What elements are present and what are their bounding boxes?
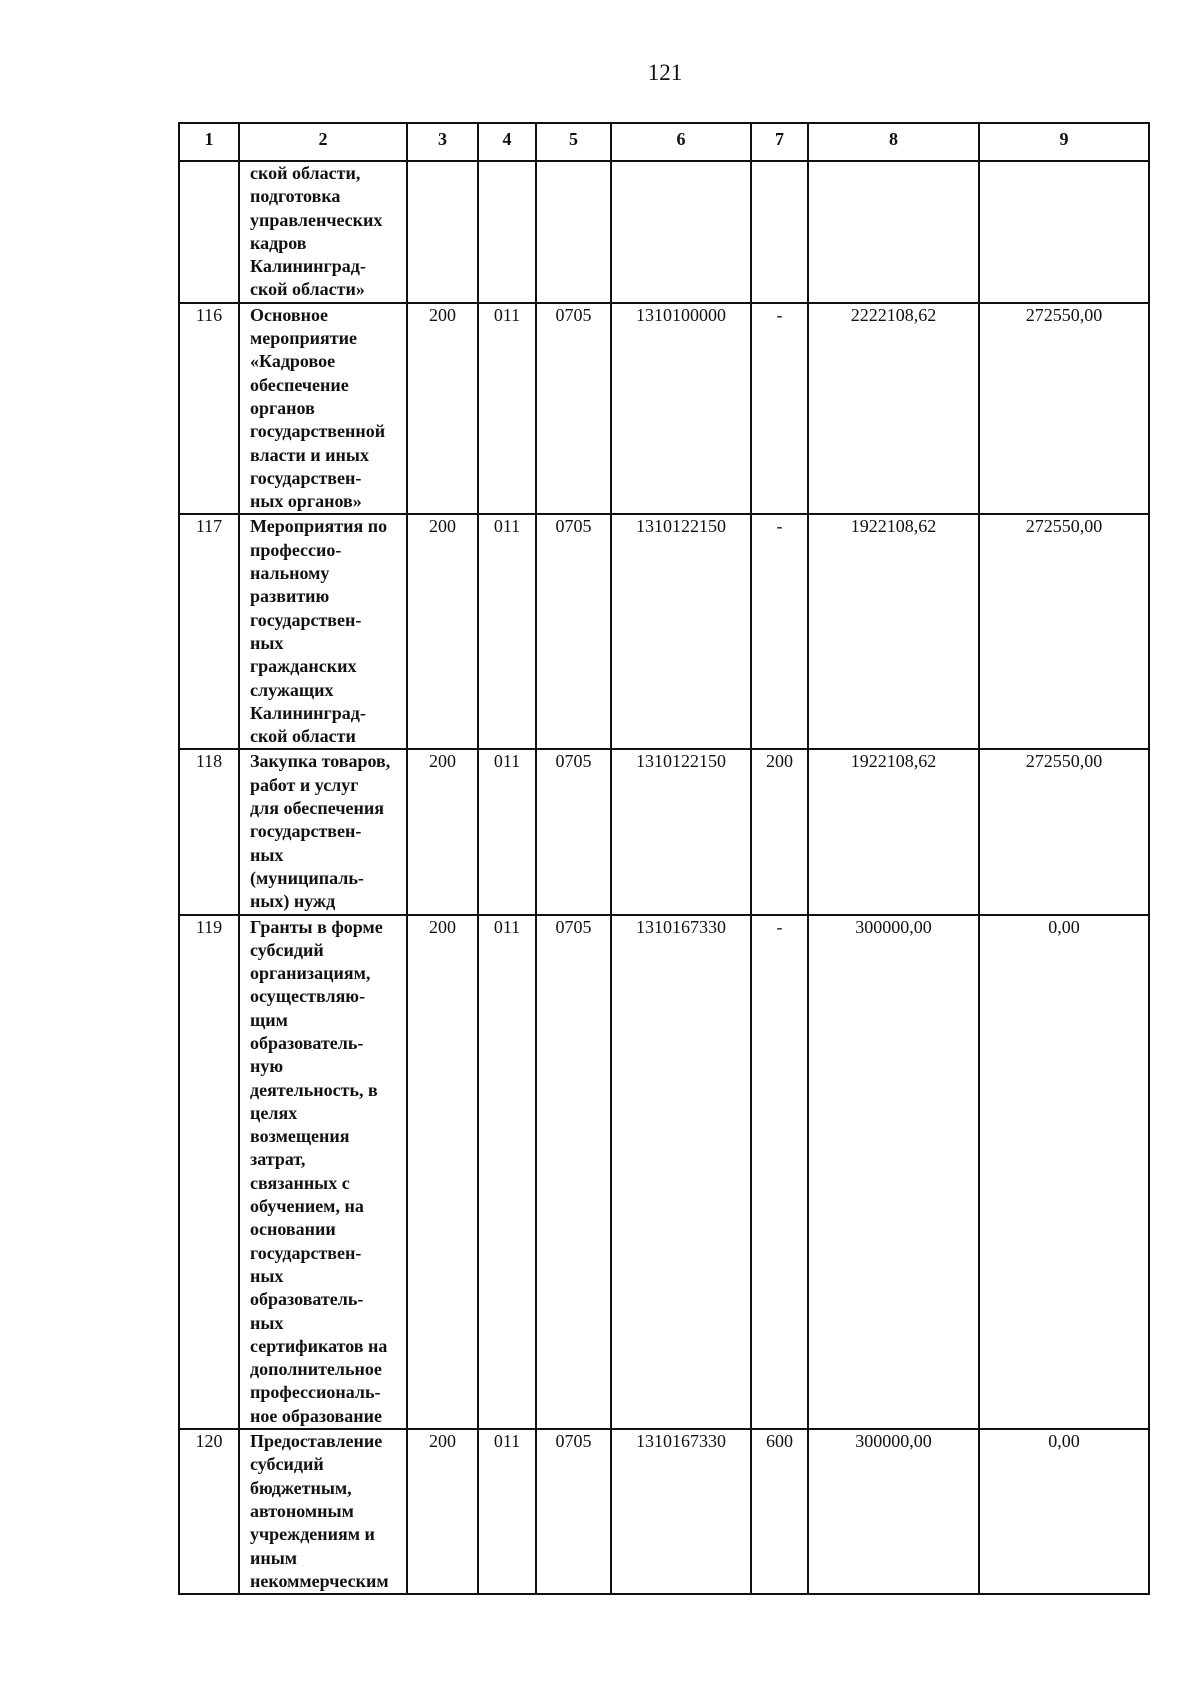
cell-c4: 011 xyxy=(478,1429,536,1594)
budget-table xyxy=(178,122,1150,1595)
cell-c8: 2222108,62 xyxy=(808,303,979,515)
cell-c3: 200 xyxy=(407,749,478,914)
cell-c4: 011 xyxy=(478,514,536,749)
row-name: ской области, подготовка управленческих кадров Калининград- ской области» xyxy=(239,161,407,303)
cell-c5: 0705 xyxy=(536,1429,611,1594)
cell-c8 xyxy=(808,161,979,303)
cell-c9: 0,00 xyxy=(979,915,1149,1430)
cell-c6: 1310167330 xyxy=(611,915,751,1430)
cell-c8: 1922108,62 xyxy=(808,749,979,914)
column-header: 6 xyxy=(611,123,751,161)
table-row xyxy=(179,915,1149,1430)
cell-c9: 272550,00 xyxy=(979,514,1149,749)
row-number: 120 xyxy=(179,1429,239,1594)
cell-c6: 1310100000 xyxy=(611,303,751,515)
column-header: 1 xyxy=(179,123,239,161)
cell-c7: - xyxy=(751,514,808,749)
column-header: 8 xyxy=(808,123,979,161)
cell-c8: 300000,00 xyxy=(808,915,979,1430)
cell-c3: 200 xyxy=(407,915,478,1430)
cell-c4: 011 xyxy=(478,303,536,515)
column-header: 5 xyxy=(536,123,611,161)
row-number: 118 xyxy=(179,749,239,914)
row-name: Основное мероприятие «Кадровое обеспечение органов государственной власти и иных государствен- ных органов» xyxy=(239,303,407,515)
cell-c5: 0705 xyxy=(536,514,611,749)
cell-c4: 011 xyxy=(478,749,536,914)
cell-c3: 200 xyxy=(407,1429,478,1594)
row-name: Мероприятия по профессио- нальному развитию государствен- ных гражданских служащих Калининград- ской области xyxy=(239,514,407,749)
table-row xyxy=(179,749,1149,914)
page-number: 121 xyxy=(647,60,683,85)
column-header: 3 xyxy=(407,123,478,161)
table-row xyxy=(179,1429,1149,1594)
row-number: 119 xyxy=(179,915,239,1430)
cell-c4 xyxy=(478,161,536,303)
cell-c6: 1310122150 xyxy=(611,749,751,914)
cell-c5 xyxy=(536,161,611,303)
cell-c3: 200 xyxy=(407,514,478,749)
column-header: 7 xyxy=(751,123,808,161)
cell-c7: - xyxy=(751,915,808,1430)
column-header: 4 xyxy=(478,123,536,161)
cell-c8: 300000,00 xyxy=(808,1429,979,1594)
row-name: Гранты в форме субсидий организациям, осуществляю- щим образователь- ную деятельность, в целях возмещения затрат, связанных с обучением, на основании государствен- ных образователь- ных сертификатов на дополнительное профессиональ- ное образование xyxy=(239,915,407,1430)
cell-c7: - xyxy=(751,303,808,515)
cell-c3 xyxy=(407,161,478,303)
column-header: 2 xyxy=(239,123,407,161)
row-number: 116 xyxy=(179,303,239,515)
cell-c5: 0705 xyxy=(536,303,611,515)
cell-c9 xyxy=(979,161,1149,303)
table-row xyxy=(179,161,1149,303)
cell-c8: 1922108,62 xyxy=(808,514,979,749)
cell-c7 xyxy=(751,161,808,303)
table-row xyxy=(179,514,1149,749)
row-number: 117 xyxy=(179,514,239,749)
column-header: 9 xyxy=(979,123,1149,161)
cell-c3: 200 xyxy=(407,303,478,515)
table-header-row xyxy=(179,123,1149,161)
cell-c7: 200 xyxy=(751,749,808,914)
row-name: Предоставление субсидий бюджетным, автономным учреждениям и иным некоммерческим xyxy=(239,1429,407,1594)
row-number xyxy=(179,161,239,303)
cell-c9: 0,00 xyxy=(979,1429,1149,1594)
table-row xyxy=(179,303,1149,515)
cell-c7: 600 xyxy=(751,1429,808,1594)
cell-c5: 0705 xyxy=(536,749,611,914)
cell-c5: 0705 xyxy=(536,915,611,1430)
cell-c9: 272550,00 xyxy=(979,303,1149,515)
row-name: Закупка товаров, работ и услуг для обеспечения государствен- ных (муниципаль- ных) нужд xyxy=(239,749,407,914)
cell-c6: 1310167330 xyxy=(611,1429,751,1594)
cell-c9: 272550,00 xyxy=(979,749,1149,914)
cell-c4: 011 xyxy=(478,915,536,1430)
cell-c6: 1310122150 xyxy=(611,514,751,749)
cell-c6 xyxy=(611,161,751,303)
